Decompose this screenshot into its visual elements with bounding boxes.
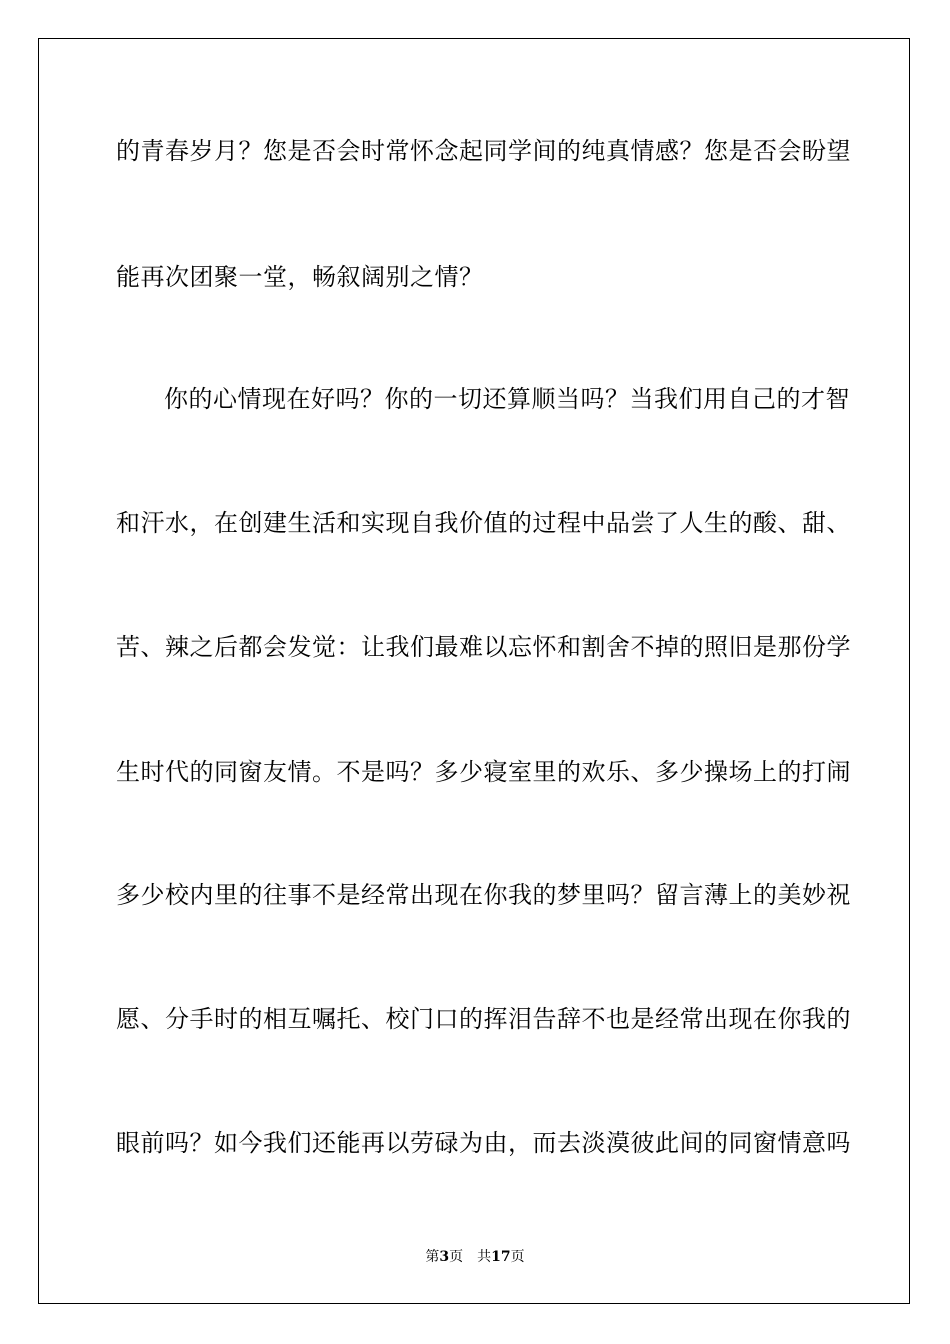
paragraph-line-2: 能再次团聚一堂，畅叙阔别之情？ — [116, 263, 484, 291]
footer-page-prefix: 第 — [425, 1249, 440, 1265]
footer-total-prefix: 共 — [477, 1249, 492, 1265]
footer-page-current: 3 — [439, 1249, 450, 1265]
paragraph-line-9: 眼前吗？如今我们还能再以劳碌为由，而去淡漠彼此间的同窗情意吗 — [116, 1129, 851, 1157]
paragraph-line-6: 生时代的同窗友情。不是吗？多少寝室里的欢乐、多少操场上的打闹 — [116, 758, 851, 786]
footer-page-suffix: 页 — [449, 1249, 464, 1265]
page-border — [38, 38, 910, 1304]
page-footer — [0, 1248, 950, 1266]
paragraph-line-5: 苦、辣之后都会发觉：让我们最难以忘怀和割舍不掉的照旧是那份学 — [116, 633, 851, 661]
paragraph-line-4: 和汗水，在创建生活和实现自我价值的过程中品尝了人生的酸、甜、 — [116, 509, 851, 537]
paragraph-line-7: 多少校内里的往事不是经常出现在你我的梦里吗？留言薄上的美妙祝 — [116, 881, 851, 909]
footer-page-total: 17 — [491, 1249, 511, 1265]
paragraph-line-3: 你的心情现在好吗？你的一切还算顺当吗？当我们用自己的才智 — [164, 385, 850, 413]
paragraph-line-8: 愿、分手时的相互嘱托、校门口的挥泪告辞不也是经常出现在你我的 — [116, 1005, 851, 1033]
footer-total-suffix: 页 — [510, 1249, 525, 1265]
paragraph-line-1: 的青春岁月？您是否会时常怀念起同学间的纯真情感？您是否会盼望 — [116, 137, 851, 165]
